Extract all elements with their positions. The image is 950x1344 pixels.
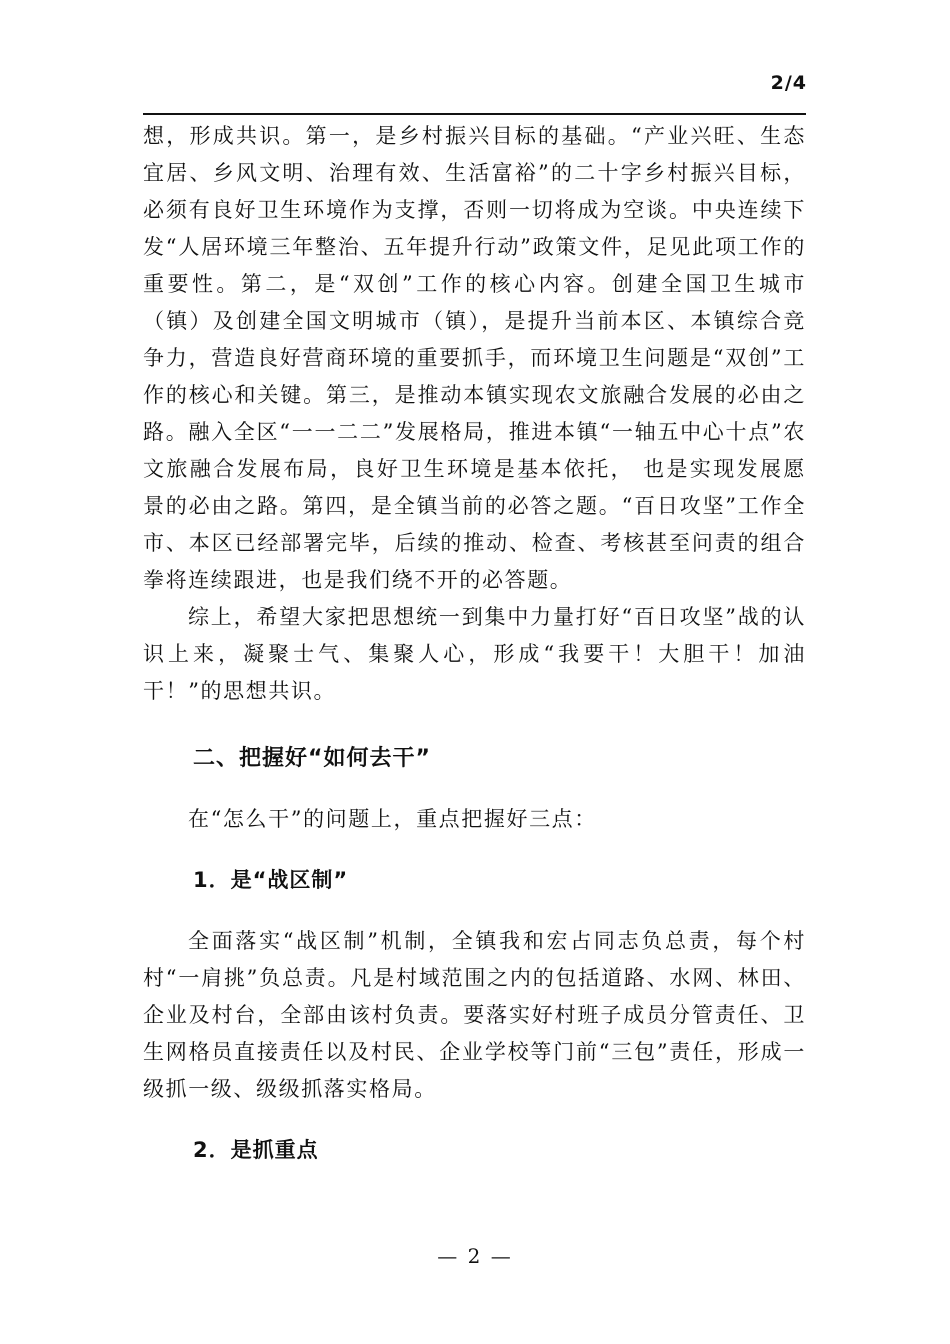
sub-heading-2: 2．是抓重点: [193, 1138, 319, 1162]
header-rule: [143, 113, 806, 115]
spacer: [143, 710, 806, 740]
paragraph-3: 在“怎么干”的问题上，重点把握好三点：: [188, 807, 597, 831]
paragraph-2: 综上，希望大家把思想统一到集中力量打好“百日攻坚”战的认识上来，凝聚士气、集聚人心，形成“我要干！大胆干！加油干！”的思想共识。: [143, 605, 806, 703]
paragraph-1: 想，形成共识。第一，是乡村振兴目标的基础。“产业兴旺、生态宜居、乡风文明、治理有效、生活富裕”的二十字乡村振兴目标，必须有良好卫生环境作为支撑，否则一切将成为空谈。中央连续下发“人居环境三年整治、五年提升行动”政策文件，足见此项工作的重要性。第二，是“双创”工作的核心内容。创建全国卫生城市（镇）及创建全国文明城市（镇），是提升当前本区、本镇综合竞争力，营造良好营商环境的重要抓手，而环境卫生问题是“双创”工作的核心和关键。第三，是推动本镇实现农文旅融合发展的必由之路。融入全区“一一二二”发展格局，推进本镇“一轴五中心十点”农文旅融合发展布局，良好卫生环境是基本依托， 也是实现发展愿景的必由之路。第四，是全镇当前的必答之题。“百日攻坚”工作全市、本区已经部署完毕，后续的推动、检查、考核甚至问责的组合拳将连续跟进，也是我们绕不开的必答题。: [143, 124, 806, 592]
sub-heading-1: 1．是“战区制”: [193, 868, 349, 892]
spacer: [143, 1108, 806, 1132]
section-heading-2: 二、把握好“如何去干”: [193, 746, 431, 771]
page-counter: 2/4: [770, 72, 807, 94]
spacer: [143, 777, 806, 801]
spacer: [143, 838, 806, 862]
document-body: [143, 118, 806, 1169]
page-footer-number: — 2 —: [437, 1244, 513, 1268]
spacer: [143, 899, 806, 923]
paragraph-4: 全面落实“战区制”机制，全镇我和宏占同志负总责，每个村村“一肩挑”负总责。凡是村域范围之内的包括道路、水网、林田、企业及村台，全部由该村负责。要落实好村班子成员分管责任、卫生网格员直接责任以及村民、企业学校等门前“三包”责任，形成一级抓一级、级级抓落实格局。: [143, 929, 806, 1101]
